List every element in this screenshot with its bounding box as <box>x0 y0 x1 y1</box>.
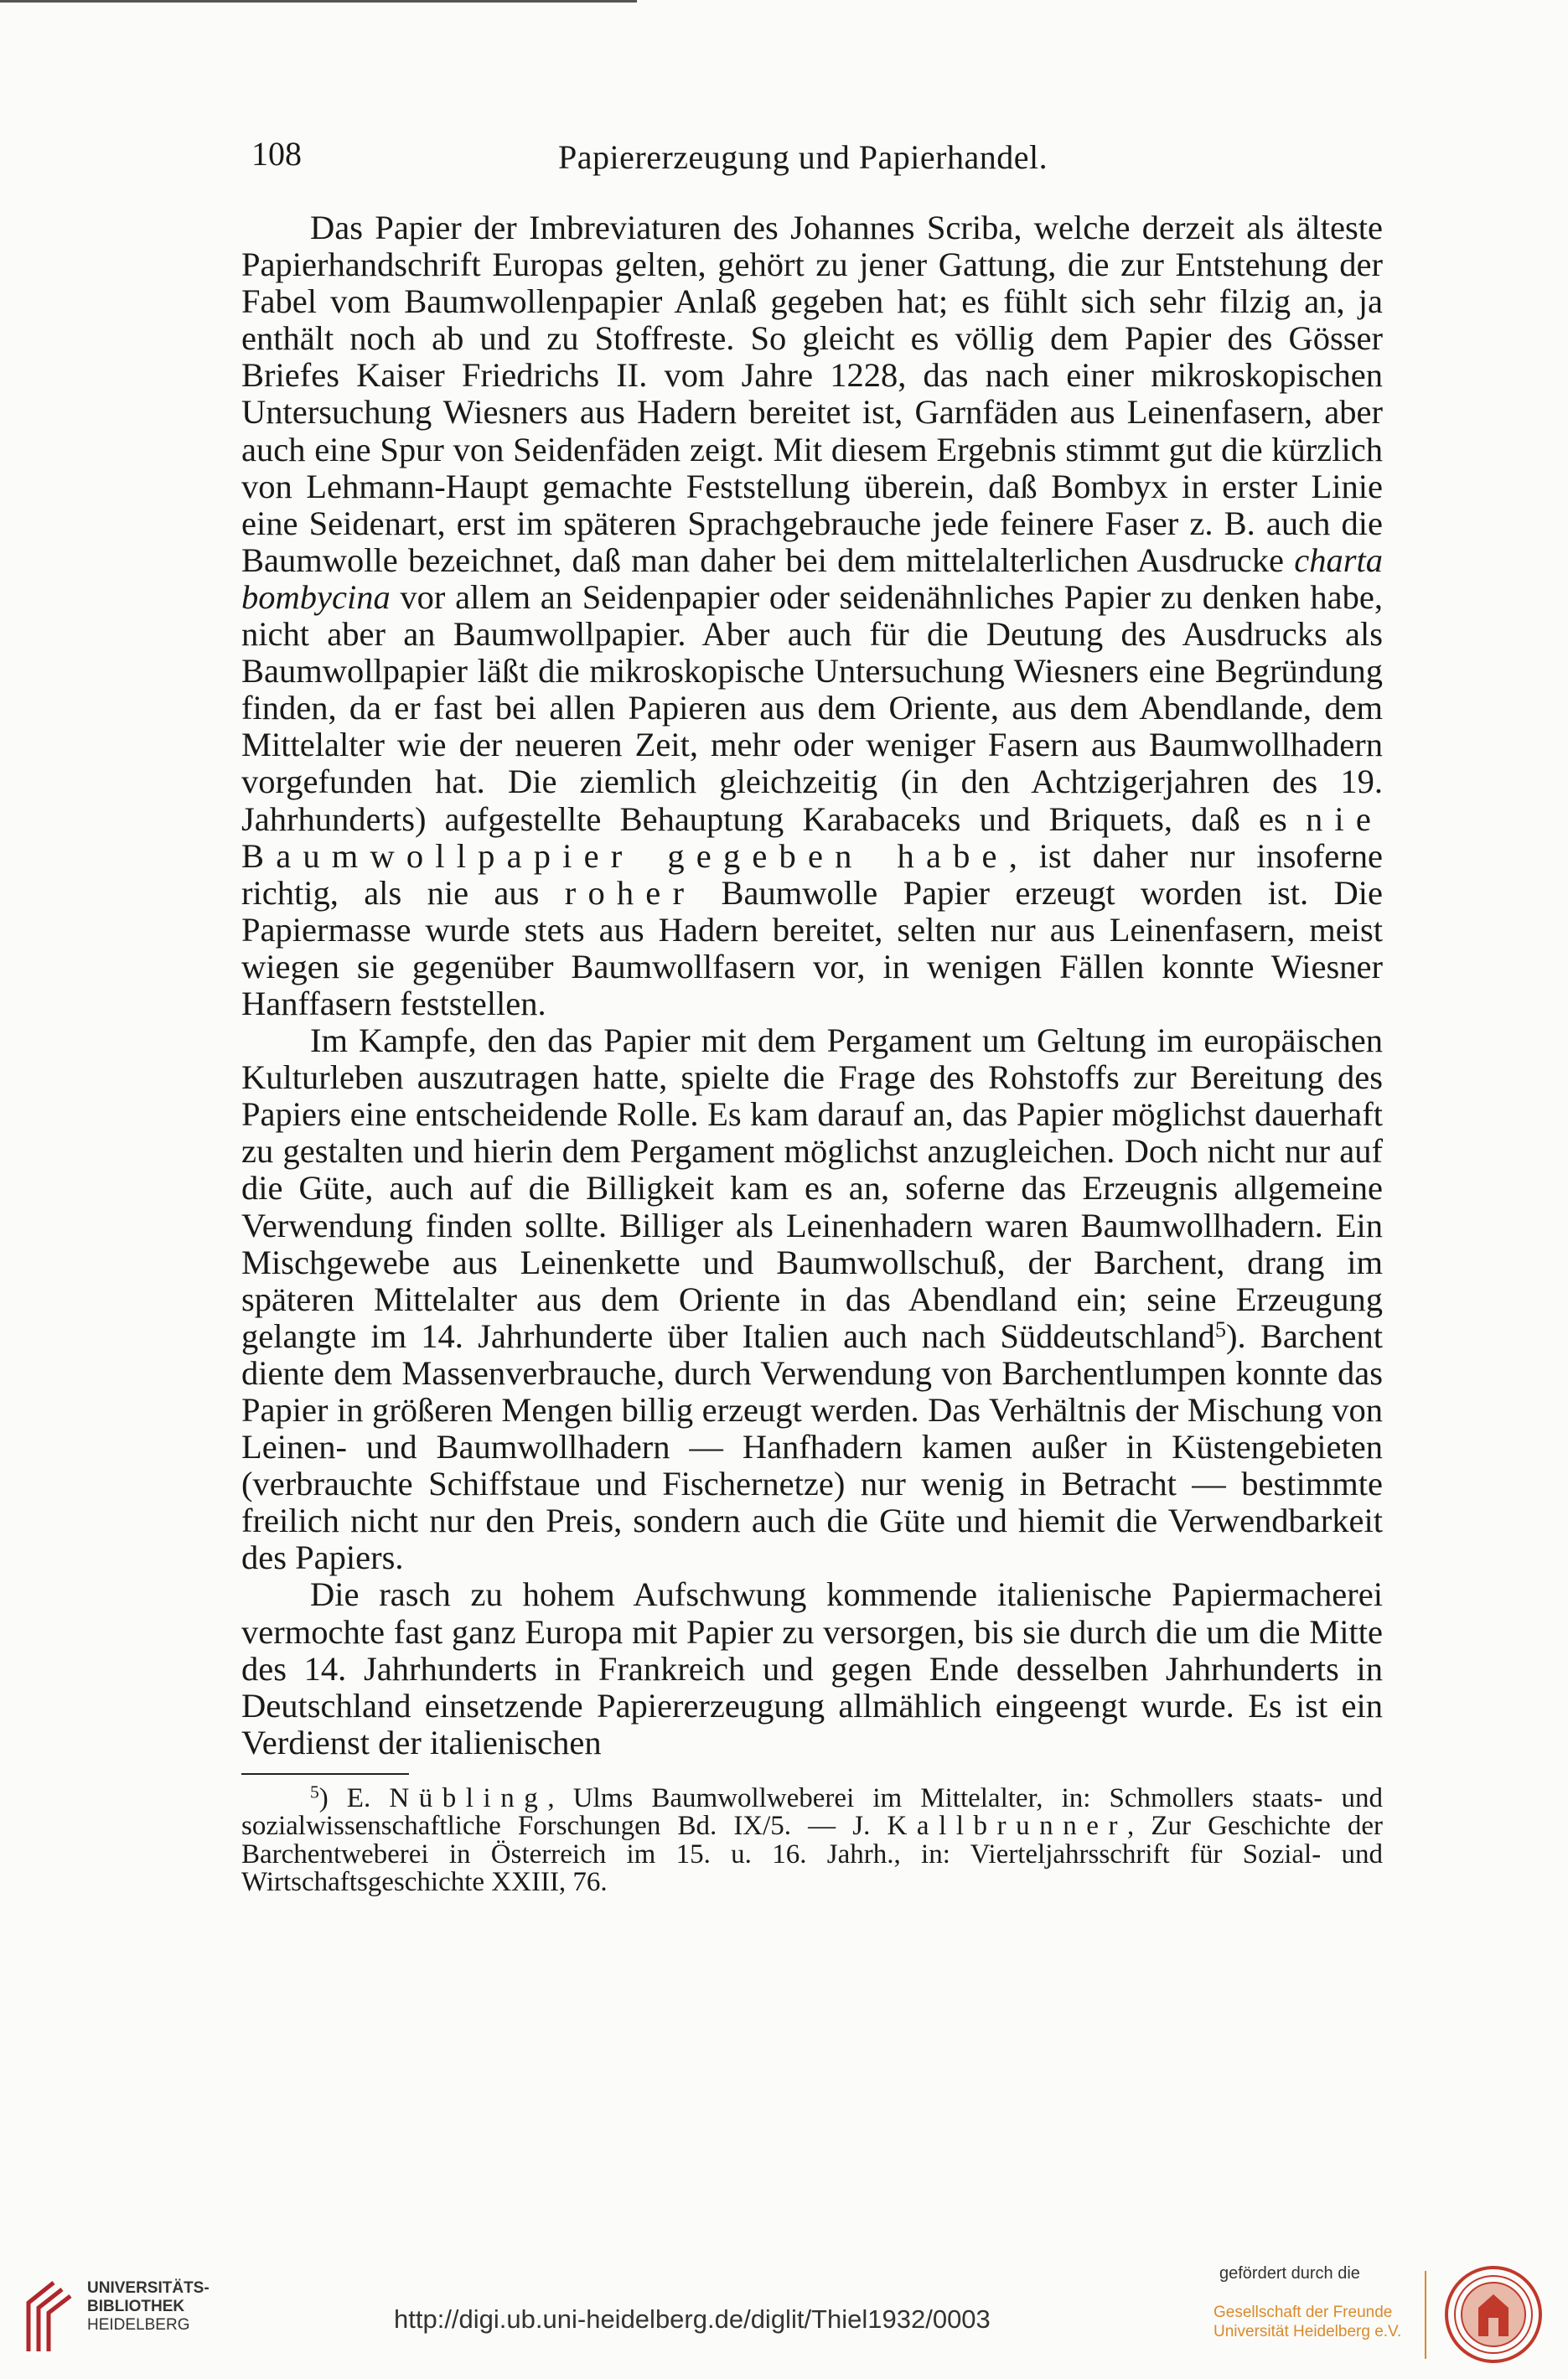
paragraph-1-text-c: , ist daher nur insoferne richtig, als nie aus <box>241 836 1383 912</box>
page-number: 108 <box>251 135 302 173</box>
library-name-line-3: HEIDELBERG <box>87 2316 190 2334</box>
footnote-text-a: ) E. <box>318 1782 371 1813</box>
italic-term: charta bombycina <box>241 540 1383 616</box>
scan-top-edge <box>0 0 637 3</box>
footer-divider <box>1425 2271 1426 2359</box>
sponsor-line-2: Universität Heidelberg e.V. <box>1214 2323 1402 2340</box>
footnote-author-1: Nübling <box>389 1782 548 1813</box>
spaced-emphasis-roher: roher <box>564 873 696 912</box>
paragraph-1-text-d: Baumwolle Papier erzeugt worden ist. Die Papiermasse wurde stets aus Hadern bereitet, selten nur aus Leinenfasern, meist wiegen sie gegenüber Baumwollfasern vor, in wenigen Fällen konnte Wiesner Hanffasern feststellen. <box>241 873 1383 1022</box>
body-text <box>241 209 1383 1761</box>
paragraph-2 <box>241 1022 1383 1576</box>
paragraph-1 <box>241 209 1383 1022</box>
library-name <box>87 2279 210 2335</box>
paragraph-2-text-a: Im Kampfe, den das Papier mit dem Pergament um Geltung im europäischen Kulturleben auszutragen hatte, spielte die Frage des Rohstoffs zur Bereitung des Papiers eine entscheidende Rolle. Es kam darauf an, das Papier möglichst dauerhaft zu gestalten und hierin dem Pergament möglichst anzugleichen. Doch nicht nur auf die Güte, auch auf die Billigkeit kam es an, soferne das Erzeugnis allgemeine Verwendung finden sollte. Billiger als Leinenhadern waren Baumwollhadern. Ein Mischgewebe aus Leinenkette und Baumwollschuß, der Barchent, drang im späteren Mittelalter aus dem Oriente in das Abendland ein; seine Erzeugung gelangte im 14. Jahrhunderte über Italien auch nach Süddeutschland <box>241 1021 1383 1355</box>
library-name-line-1: UNIVERSITÄTS- <box>87 2279 210 2297</box>
digitization-footer <box>0 2246 1568 2379</box>
book-page <box>241 126 1383 1897</box>
footnote-text-c: , Zur Geschichte der Barchentweberei in Österreich im 15. u. 16. Jahrh., in: Vierteljahrsschrift für Sozial- und Wirtschaftsgeschichte XXIII, 76. <box>241 1811 1383 1898</box>
sponsor-name <box>1214 2303 1401 2341</box>
spaced-emphasis: nie Baumwollpapier gegeben habe <box>241 799 1383 875</box>
running-head <box>241 126 1383 176</box>
sponsor-line-1: Gesellschaft der Freunde <box>1214 2304 1393 2321</box>
paragraph-1-text-a: Das Papier der Imbreviaturen des Johannes Scriba, welche derzeit als älteste Papierhandschrift Europas gelten, gehört zu jener Gattung, die zur Entstehung der Fabel vom Baumwollenpapier Anlaß gegeben hat; es fühlt sich sehr filzig an, ja enthält noch ab und zu Stoffreste. So gleicht es völlig dem Papier des Gösser Briefes Kaiser Friedrichs II. vom Jahre 1228, das nach einer mikroskopischen Untersuchung Wiesners aus Hadern bereitet ist, Garnfäden aus Leinenfasern, aber auch eine Spur von Seidenfäden zeigt. Mit diesem Ergebnis stimmt gut die kürzlich von Lehmann-Haupt gemachte Feststellung überein, daß Bombyx in erster Linie eine Seidenart, erst im späteren Sprachgebrauche jede feinere Faser z. B. auch die Baumwolle bezeichnet, daß man daher bei dem mittelalterlichen Ausdrucke <box>241 209 1383 579</box>
library-name-line-2: BIBLIOTHEK <box>87 2298 185 2315</box>
running-title: Papiererzeugung und Papierhandel. <box>558 138 1048 176</box>
footnote-rule <box>241 1773 409 1775</box>
university-seal-icon <box>1443 2264 1544 2365</box>
funded-by-label: gefördert durch die <box>1219 2264 1360 2283</box>
footnote <box>241 1782 1383 1898</box>
library-logo-icon <box>20 2278 75 2356</box>
footnote-text-b: , Ulms Baumwollweberei im Mittelalter, in: Schmollers staats- und sozialwissenschaftliche Forschungen Bd. IX/5. — J. <box>241 1782 1383 1842</box>
paragraph-3: Die rasch zu hohem Aufschwung kommende italienische Papiermacherei vermochte fast ganz Europa mit Papier zu versorgen, bis sie durch die um die Mitte des 14. Jahrhunderts in Frankreich und gegen Ende desselben Jahrhunderts in Deutschland einsetzende Papiererzeugung allmählich eingeengt wurde. Es ist ein Verdienst der italienischen <box>241 1575 1383 1761</box>
footnote-reference[interactable]: 5 <box>1214 1316 1227 1342</box>
paragraph-1-text-b: vor allem an Seidenpapier oder seidenähnliches Papier zu denken habe, nicht aber an Baumwollpapier. Aber auch für die Deutung des Ausdrucks als Baumwollpapier läßt die mikroskopische Untersuchung Wiesners eine Begründung finden, da er fast bei allen Papieren aus dem Oriente, aus dem Abendlande, dem Mittelalter wie der neueren Zeit, mehr oder weniger Fasern aus Baumwollhadern vorgefunden hat. Die ziemlich gleichzeitig (in den Achtzigerjahren des 19. Jahrhunderts) aufgestellte Behauptung Karabaceks und Briquets, daß es <box>241 577 1383 838</box>
paragraph-2-text-b: ). Barchent diente dem Massenverbrauche, durch Verwendung von Barchentlumpen konnte das Papier in größeren Mengen billig erzeugt werden. Das Verhältnis der Mischung von Leinen- und Baumwollhadern — Hanfhadern kamen außer in Küstengebieten (verbrauchte Schiffstaue und Fischernetze) nur wenig in Betracht — bestimmte freilich nicht nur den Preis, sondern auch die Güte und hiemit die Verwendbarkeit des Papiers. <box>241 1316 1383 1577</box>
footnote-marker: 5 <box>310 1782 319 1802</box>
footnote-author-2: Kallbrunner <box>887 1811 1128 1842</box>
permalink-url[interactable]: http://digi.ub.uni-heidelberg.de/diglit/Thiel1932/0003 <box>394 2304 991 2334</box>
